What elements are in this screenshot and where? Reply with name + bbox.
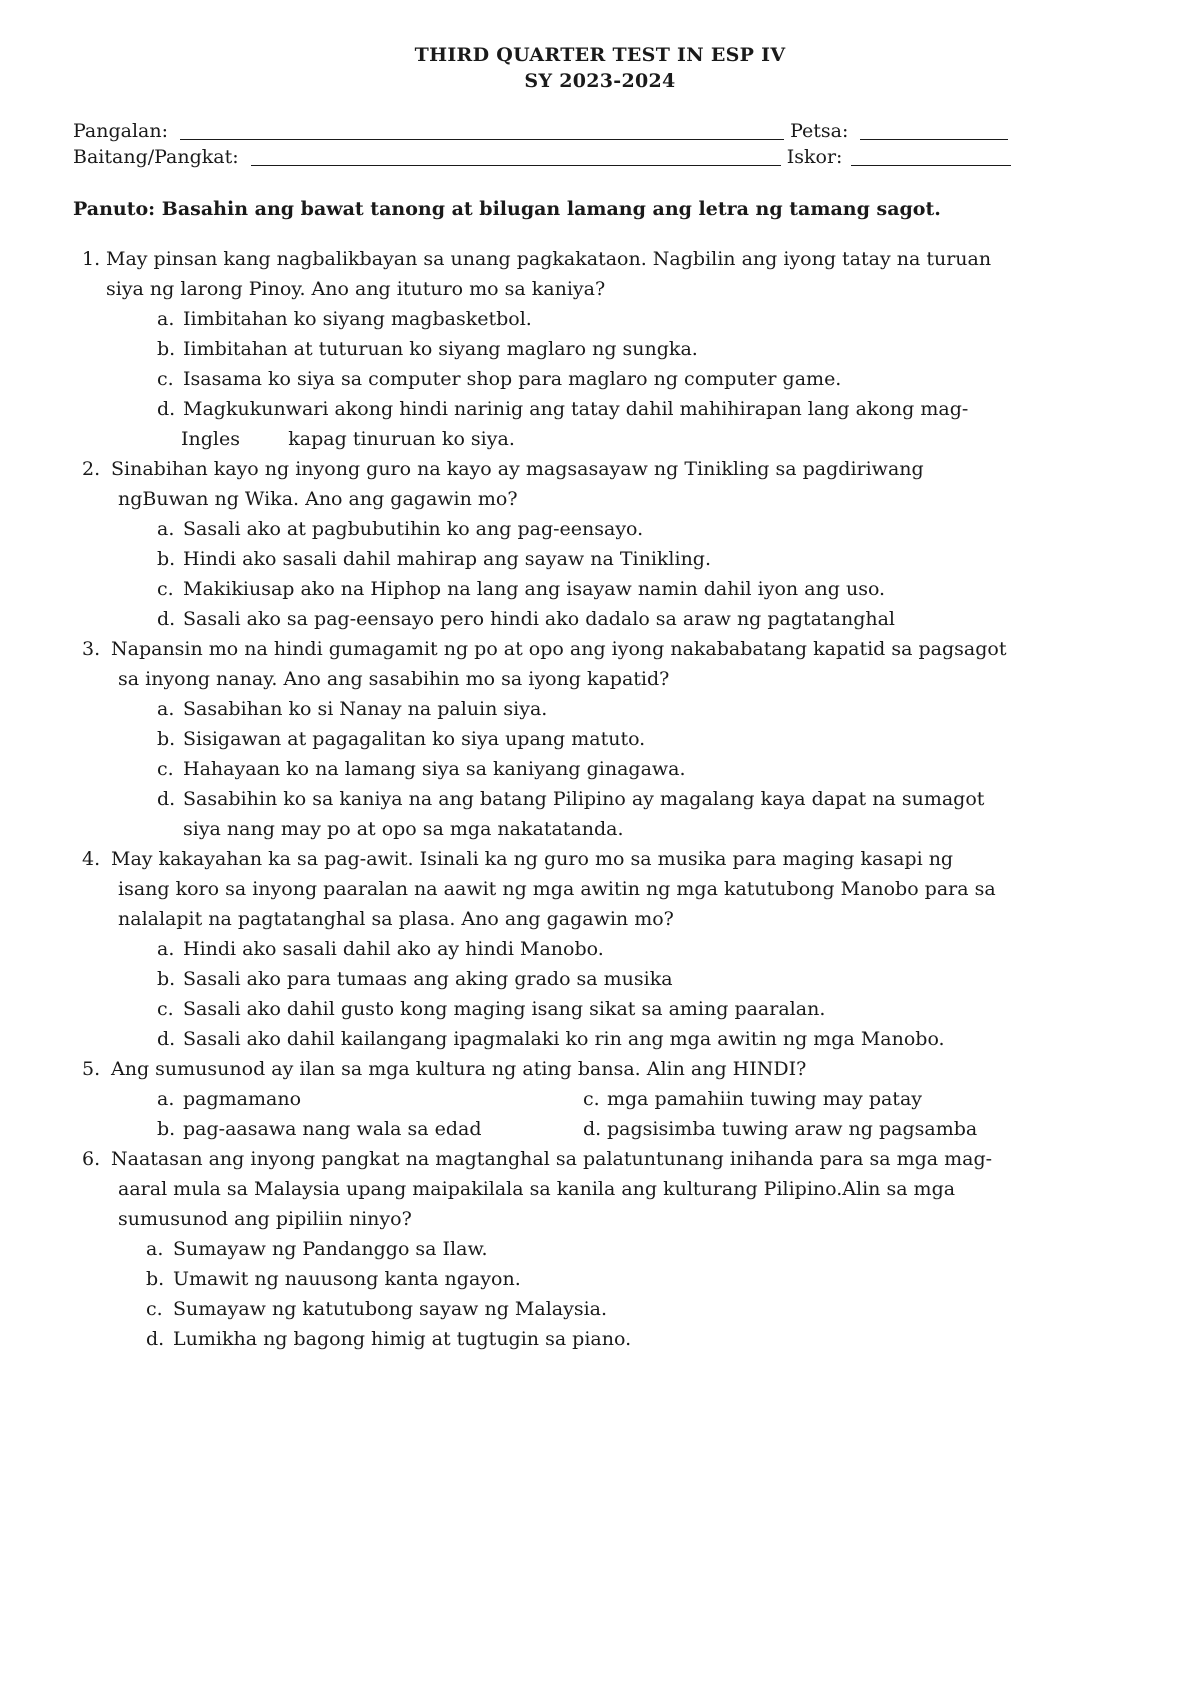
choice-letter[interactable]: a. <box>157 698 175 720</box>
grade-score-row <box>73 144 1011 170</box>
choice-text: Sasali ako para tumaas ang aking grado sa musika <box>183 968 673 990</box>
choice-text: Sasabihan ko si Nanay na paluin siya. <box>183 698 548 720</box>
choice-text: Magkukunwari akong hindi narinig ang tatay dahil mahihirapan lang akong mag- <box>183 398 969 420</box>
name-date-row <box>73 118 1008 144</box>
question-text: Ang sumusunod ay ilan sa mga kultura ng ating bansa. Alin ang HINDI? <box>111 1058 807 1080</box>
choice-text: Sasali ako at pagbubutihin ko ang pag-eensayo. <box>183 518 644 540</box>
choice-text: Sumayaw ng katutubong sayaw ng Malaysia. <box>173 1298 608 1320</box>
question-text: Naatasan ang inyong pangkat na magtanghal sa palatuntunang inihanda para sa mga mag- <box>111 1148 993 1170</box>
choice-text: Iimbitahan at tuturuan ko siyang maglaro ng sungka. <box>183 338 698 360</box>
choice-letter[interactable]: c. <box>583 1088 600 1110</box>
score-field[interactable] <box>851 146 1011 166</box>
choice-text: Sasali ako sa pag-eensayo pero hindi ako dadalo sa araw ng pagtatanghal <box>183 608 896 630</box>
question-number: 3. <box>82 638 101 660</box>
question-text: sa inyong nanay. Ano ang sasabihin mo sa iyong kapatid? <box>118 668 670 690</box>
question-text: Sinabihan kayo ng inyong guro na kayo ay magsasayaw ng Tinikling sa pagdiriwang <box>111 458 924 480</box>
choice-letter[interactable]: b. <box>157 968 176 990</box>
question-number: 6. <box>82 1148 101 1170</box>
choice-text: Sisigawan at pagagalitan ko siya upang matuto. <box>183 728 646 750</box>
choice-text: pag-aasawa nang wala sa edad <box>183 1118 482 1140</box>
grade-label: Baitang/Pangkat: <box>73 146 239 168</box>
choice-text: Iimbitahan ko siyang magbasketbol. <box>183 308 532 330</box>
question-text: isang koro sa inyong paaralan na aawit ng mga awitin ng mga katutubong Manobo para sa <box>118 878 996 900</box>
choice-text: Hindi ako sasali dahil ako ay hindi Manobo. <box>183 938 604 960</box>
header <box>0 42 1200 94</box>
choice-text: Hindi ako sasali dahil mahirap ang sayaw na Tinikling. <box>183 548 712 570</box>
question-text: Napansin mo na hindi gumagamit ng po at opo ang iyong nakababatang kapatid sa pagsagot <box>111 638 1007 660</box>
choice-text: pagsisimba tuwing araw ng pagsamba <box>607 1118 978 1140</box>
choice-letter[interactable]: d. <box>157 788 176 810</box>
choice-text: Isasama ko siya sa computer shop para maglaro ng computer game. <box>183 368 842 390</box>
question-number: 4. <box>82 848 101 870</box>
choice-letter[interactable]: a. <box>157 518 175 540</box>
choice-letter[interactable]: c. <box>157 758 174 780</box>
date-field[interactable] <box>860 120 1008 140</box>
choice-text: pagmamano <box>183 1088 302 1110</box>
choice-text: Sumayaw ng Pandanggo sa Ilaw. <box>173 1238 488 1260</box>
choice-letter[interactable]: b. <box>157 1118 176 1140</box>
question-text: nalalapit na pagtatanghal sa plasa. Ano ang gagawin mo? <box>118 908 674 930</box>
question-text: sumusunod ang pipiliin ninyo? <box>118 1208 412 1230</box>
question-number: 2. <box>82 458 101 480</box>
choice-text: mga pamahiin tuwing may patay <box>607 1088 923 1110</box>
question-number: 5. <box>82 1058 101 1080</box>
instructions: Panuto: Basahin ang bawat tanong at bilugan lamang ang letra ng tamang sagot. <box>73 198 941 220</box>
choice-letter[interactable]: d. <box>157 608 176 630</box>
choice-letter[interactable]: d. <box>146 1328 165 1350</box>
school-year: SY 2023-2024 <box>524 70 676 92</box>
choice-letter[interactable]: c. <box>157 998 174 1020</box>
choice-text-continued: siya nang may po at opo sa mga nakatatanda. <box>183 818 624 840</box>
choice-letter[interactable]: d. <box>157 1028 176 1050</box>
score-label: Iskor: <box>786 146 843 168</box>
choice-text: Umawit ng nauusong kanta ngayon. <box>173 1268 521 1290</box>
choice-letter[interactable]: c. <box>157 578 174 600</box>
choice-letter[interactable]: a. <box>146 1238 164 1260</box>
question-text: May kakayahan ka sa pag-awit. Isinali ka ng guro mo sa musika para maging kasapi ng <box>111 848 954 870</box>
choice-letter[interactable]: a. <box>157 938 175 960</box>
choice-letter[interactable]: a. <box>157 308 175 330</box>
choice-letter[interactable]: a. <box>157 1088 175 1110</box>
question-text: May pinsan kang nagbalikbayan sa unang pagkakataon. Nagbilin ang iyong tatay na turuan <box>106 248 992 270</box>
question-text: aaral mula sa Malaysia upang maipakilala sa kanila ang kulturang Pilipino.Alin sa mga <box>118 1178 956 1200</box>
choice-letter[interactable]: b. <box>157 338 176 360</box>
choice-text: Sasali ako dahil kailangang ipagmalaki ko rin ang mga awitin ng mga Manobo. <box>183 1028 945 1050</box>
choice-letter[interactable]: b. <box>157 548 176 570</box>
name-field[interactable] <box>180 120 784 140</box>
question-text: ngBuwan ng Wika. Ano ang gagawin mo? <box>118 488 518 510</box>
choice-letter[interactable]: c. <box>157 368 174 390</box>
choice-text: Lumikha ng bagong himig at tugtugin sa piano. <box>173 1328 632 1350</box>
question-number: 1. <box>82 248 101 270</box>
date-label: Petsa: <box>790 120 849 142</box>
name-label: Pangalan: <box>73 120 169 142</box>
choice-letter[interactable]: d. <box>583 1118 602 1140</box>
choice-letter[interactable]: b. <box>146 1268 165 1290</box>
test-title: THIRD QUARTER TEST IN ESP IV <box>414 44 786 66</box>
choice-text-continued: Ingles kapag tinuruan ko siya. <box>181 428 515 450</box>
choice-text: Sasali ako dahil gusto kong maging isang sikat sa aming paaralan. <box>183 998 826 1020</box>
choice-text: Hahayaan ko na lamang siya sa kaniyang ginagawa. <box>183 758 686 780</box>
grade-field[interactable] <box>251 146 781 166</box>
question-text: siya ng larong Pinoy. Ano ang ituturo mo sa kaniya? <box>106 278 606 300</box>
choice-letter[interactable]: c. <box>146 1298 163 1320</box>
choice-letter[interactable]: b. <box>157 728 176 750</box>
choice-letter[interactable]: d. <box>157 398 176 420</box>
choice-text: Makikiusap ako na Hiphop na lang ang isayaw namin dahil iyon ang uso. <box>183 578 886 600</box>
choice-text: Sasabihin ko sa kaniya na ang batang Pilipino ay magalang kaya dapat na sumagot <box>183 788 985 810</box>
